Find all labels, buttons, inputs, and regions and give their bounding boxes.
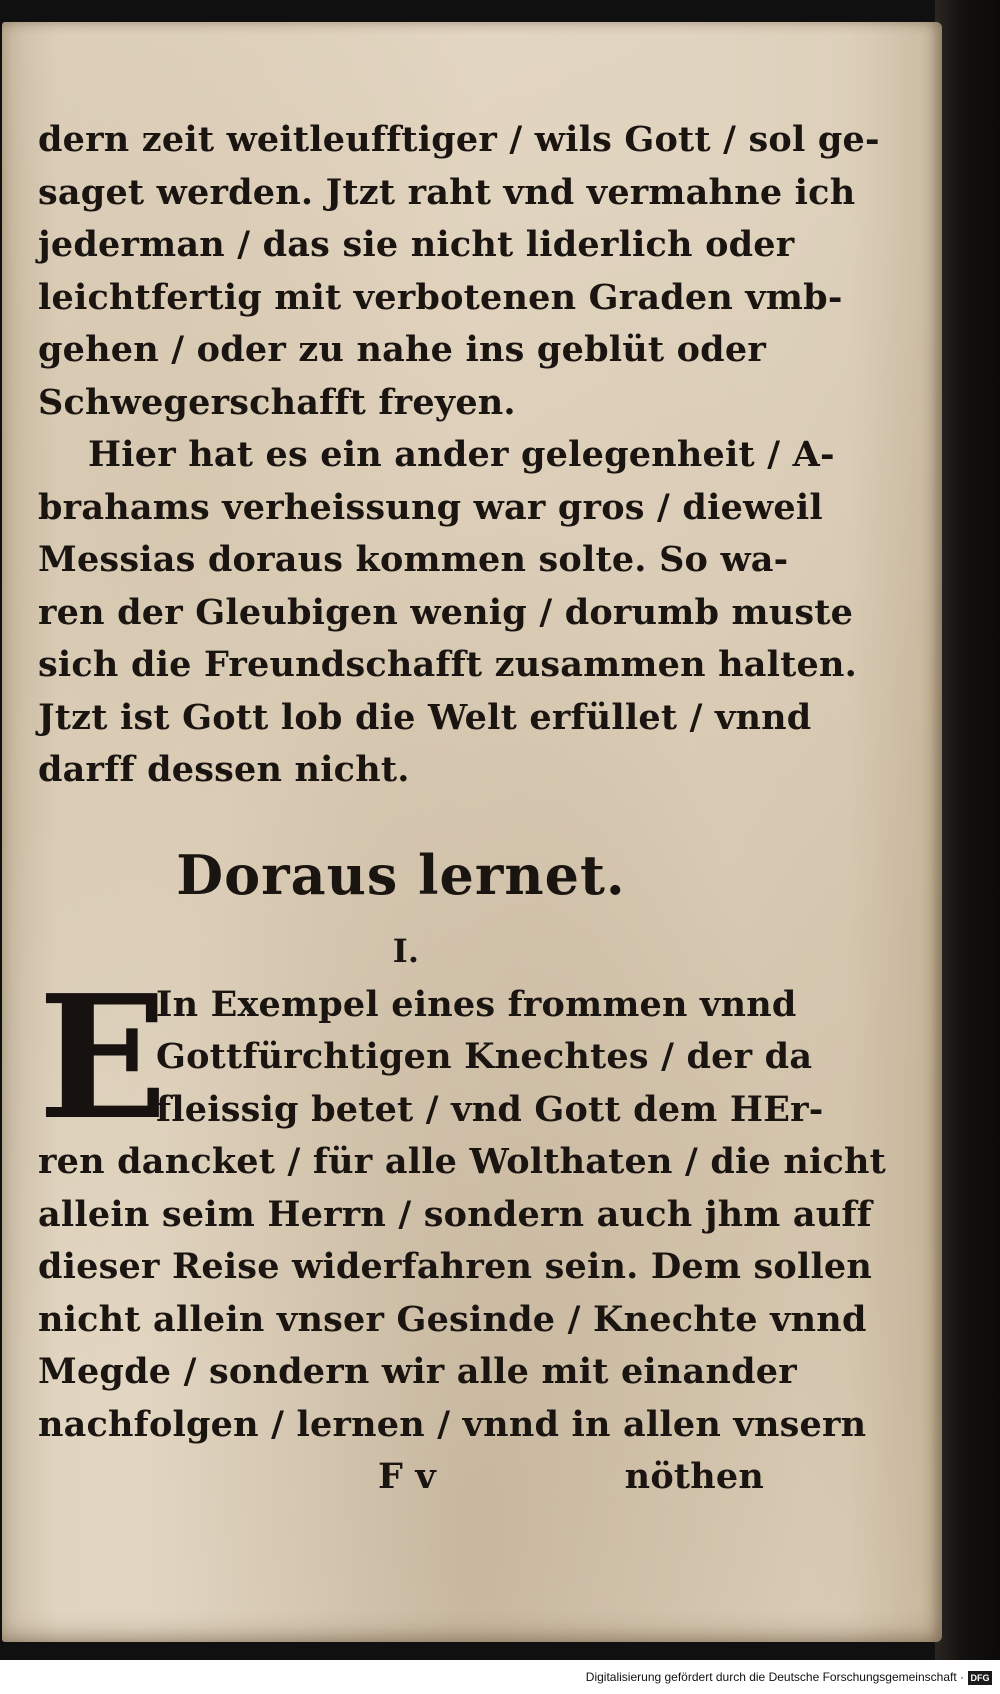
section-heading: Doraus lernet. (176, 842, 626, 907)
text-line: nicht allein vnser Gesinde / Knechte vnnd (38, 1298, 867, 1340)
text-line: Messias doraus kommen solte. So wa- (38, 539, 789, 580)
text-line: allein seim Herrn / sondern auch jhm auff (38, 1193, 872, 1235)
text-line: Schwegerschafft freyen. (38, 381, 516, 423)
text-line: sich die Freundschafft zusammen halten. (38, 644, 858, 685)
text-line: jederman / das sie nicht liderlich oder (38, 224, 795, 265)
text-line: dieser Reise widerfahren sein. Dem sollen (38, 1246, 873, 1287)
dfg-logo-icon: DFG (968, 1671, 992, 1685)
catchword: nöthen (624, 1456, 764, 1497)
funding-credit: Digitalisierung gefördert durch die Deutsche Forschungsgemeinschaft · (585, 1670, 964, 1684)
text-line: fleissig betet / vnd Gott dem HEr- (156, 1088, 824, 1130)
text-line: ren der Gleubigen wenig / dorumb muste (38, 591, 854, 633)
text-line: gehen / oder zu nahe ins geblüt oder (38, 329, 766, 370)
section-numeral: I. (392, 931, 420, 970)
text-line: Megde / sondern wir alle mit einander (38, 1351, 797, 1392)
text-line: nachfolgen / lernen / vnnd in allen vnsern (38, 1403, 867, 1445)
catchline (38, 1451, 764, 1503)
text-line: saget werden. Jtzt raht vnd vermahne ich (38, 171, 856, 213)
text-line: In Exempel eines frommen vnnd (156, 983, 797, 1025)
book-page (2, 22, 942, 1642)
text-line: ren dancket / für alle Wolthaten / die nicht (38, 1141, 887, 1182)
text-line: Hier hat es ein ander gelegenheit / A- (88, 434, 835, 475)
text-line: Gottfürchtigen Knechtes / der da (156, 1036, 813, 1077)
text-line: darff dessen nicht. (38, 749, 410, 790)
page-text (38, 114, 887, 1503)
text-line: leichtfertig mit verbotenen Graden vmb- (38, 276, 843, 318)
footer-bar (0, 1660, 1000, 1694)
text-line: brahams verheissung war gros / dieweil (38, 486, 823, 528)
drop-cap-initial: E (38, 957, 168, 1158)
initial-paragraph (38, 957, 824, 1158)
signature-mark: F v (378, 1456, 436, 1497)
text-line: dern zeit weitleufftiger / wils Gott / sol ge- (38, 119, 880, 160)
book-edge (935, 0, 1000, 1660)
text-line: Jtzt ist Gott lob die Welt erfüllet / vnnd (38, 696, 812, 738)
